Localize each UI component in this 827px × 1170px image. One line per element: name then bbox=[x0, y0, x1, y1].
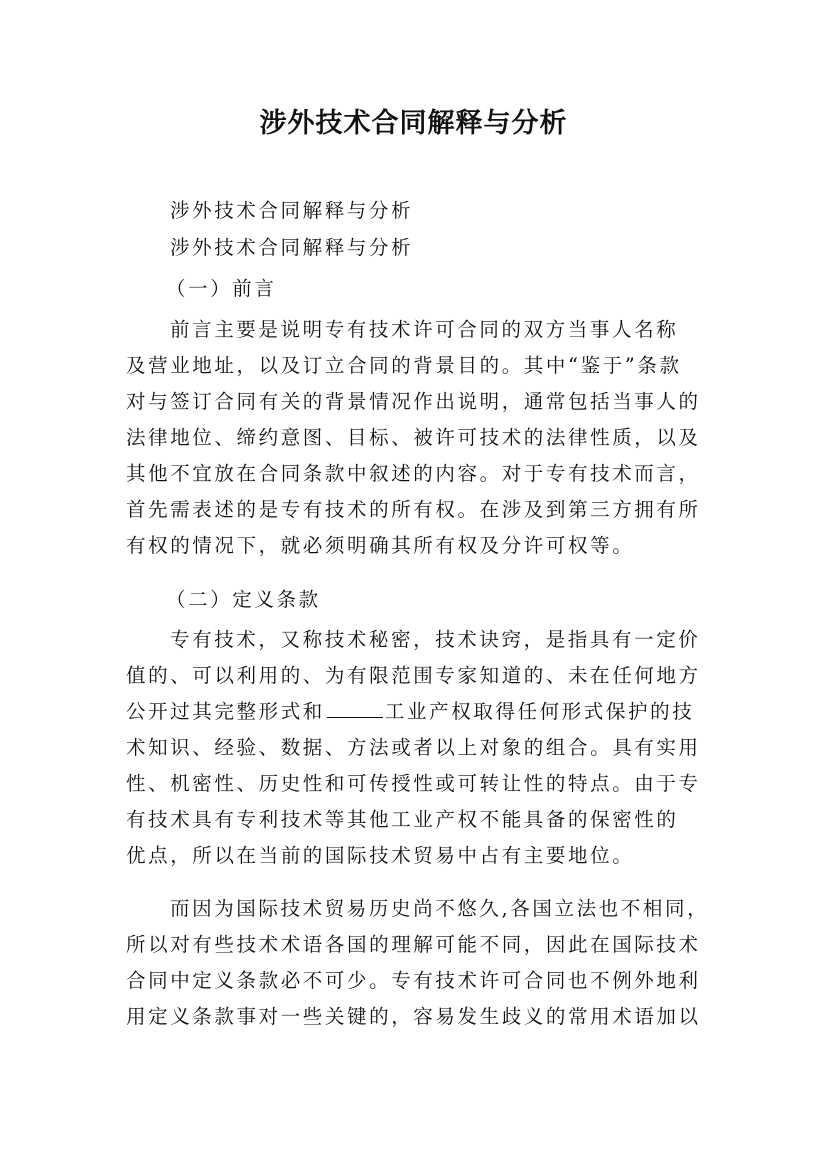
fill-in-blank bbox=[327, 699, 383, 718]
paragraph-line: 首先需表述的是专有技术的所有权。在涉及到第三方拥有所 bbox=[126, 498, 701, 521]
paragraph-line: 性、机密性、历史性和可传授性或可转让性的特点。由于专 bbox=[126, 772, 701, 795]
paragraph-line: 用定义条款事对一些关键的，容易发生歧义的常用术语加以 bbox=[126, 1005, 701, 1028]
paragraph-line: 及营业地址，以及订立合同的背景目的。其中“鉴于”条款 bbox=[126, 354, 682, 377]
line-text-before-blank: 公开过其完整形式和 bbox=[126, 700, 325, 723]
paragraph-line: 前言主要是说明专有技术许可合同的双方当事人名称 bbox=[170, 318, 679, 341]
paragraph-line-with-blank bbox=[126, 698, 706, 726]
paragraph-line: 法律地位、缔约意图、目标、被许可技术的法律性质，以及 bbox=[126, 426, 701, 449]
paragraph-line: 有权的情况下，就必须明确其所有权及分许可权等。 bbox=[126, 534, 635, 557]
paragraph-line: 优点，所以在当前的国际技术贸易中占有主要地位。 bbox=[126, 844, 635, 867]
paragraph-line: 所以对有些技术术语各国的理解可能不同，因此在国际技术 bbox=[126, 933, 701, 956]
paragraph-line: 而因为国际技术贸易历史尚不悠久,各国立法也不相同， bbox=[170, 897, 710, 920]
paragraph-line: 合同中定义条款必不可少。专有技术许可合同也不例外地利 bbox=[126, 969, 701, 992]
paragraph-line: 专有技术，又称技术秘密，技术诀窍，是指具有一定价 bbox=[170, 628, 701, 651]
section-heading-preface: （一）前言 bbox=[166, 277, 277, 300]
document-title: 涉外技术合同解释与分析 bbox=[259, 108, 568, 139]
section-heading-definitions: （二）定义条款 bbox=[166, 588, 321, 611]
paragraph-line: 有技术具有专利技术等其他工业产权不能具备的保密性的 bbox=[126, 808, 679, 831]
subtitle-line: 涉外技术合同解释与分析 bbox=[170, 236, 414, 259]
paragraph-line: 值的、可以利用的、为有限范围专家知道的、未在任何地方 bbox=[126, 664, 701, 687]
paragraph-line: 对与签订合同有关的背景情况作出说明，通常包括当事人的 bbox=[126, 390, 701, 413]
paragraph-line: 其他不宜放在合同条款中叙述的内容。对于专有技术而言， bbox=[126, 462, 701, 485]
line-text-after-blank: 工业产权取得任何形式保护的技 bbox=[384, 700, 695, 723]
subtitle-line: 涉外技术合同解释与分析 bbox=[170, 199, 414, 222]
paragraph-line: 术知识、经验、数据、方法或者以上对象的组合。具有实用 bbox=[126, 736, 701, 759]
